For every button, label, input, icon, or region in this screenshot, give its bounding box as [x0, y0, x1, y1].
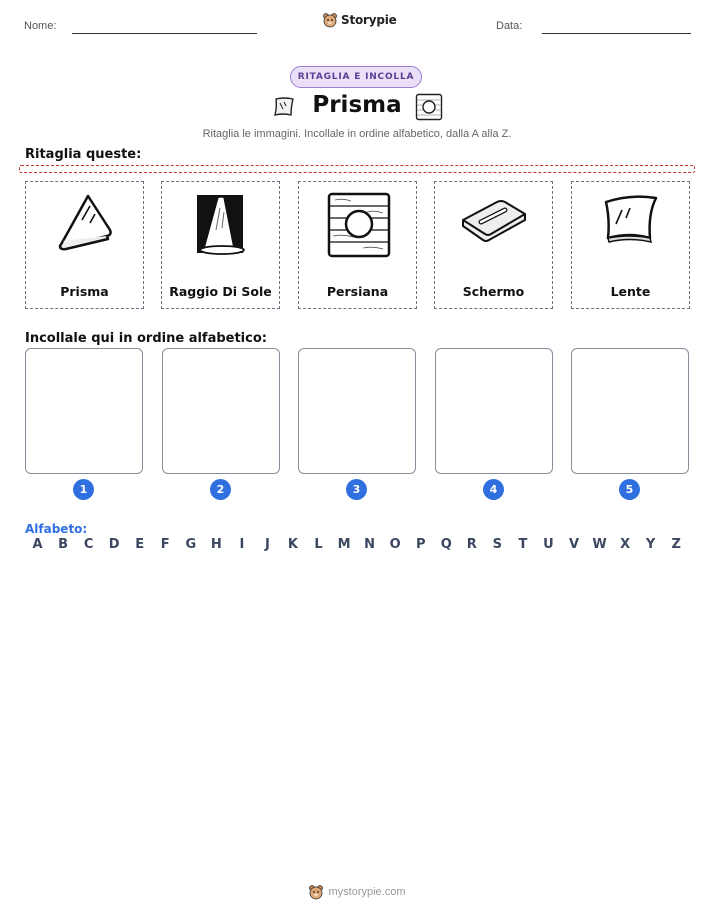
alphabet-letter: L — [314, 537, 323, 552]
cut-card-schermo[interactable] — [434, 181, 553, 309]
lens-icon — [596, 190, 666, 260]
brand-logo — [322, 12, 397, 28]
card-label: Persiana — [326, 284, 389, 299]
sunbeam-icon — [186, 190, 256, 260]
prism-icon — [50, 190, 120, 260]
bear-icon — [308, 884, 324, 900]
alphabet-letter: O — [389, 537, 401, 552]
alphabet-letter: P — [415, 537, 426, 552]
alphabet-letter: I — [239, 537, 245, 552]
cut-dashed-line — [19, 165, 695, 173]
brand-name: Storypie — [341, 13, 397, 27]
alphabet-letter: Y — [645, 537, 656, 552]
paste-slot-1[interactable] — [25, 348, 143, 474]
cut-card-raggio-di-sole[interactable] — [161, 181, 280, 309]
alphabet-letter: M — [337, 537, 351, 552]
alphabet-letter: K — [287, 537, 298, 552]
card-label: Schermo — [462, 284, 525, 299]
bear-icon — [322, 12, 338, 28]
card-label: Prisma — [60, 284, 109, 299]
card-label: Lente — [610, 284, 651, 299]
shutter-icon — [415, 93, 443, 121]
alphabet-letter: X — [620, 537, 631, 552]
alphabet-letter: D — [108, 537, 120, 552]
alphabet-letter: G — [185, 537, 197, 552]
paste-slot-3[interactable] — [298, 348, 416, 474]
paste-slot-4[interactable] — [435, 348, 553, 474]
alphabet-letter: Z — [671, 537, 681, 552]
shutter-icon — [323, 190, 393, 260]
alphabet-label: Alfabeto: — [25, 522, 88, 536]
alphabet-letter: S — [492, 537, 503, 552]
alphabet-letter: T — [518, 537, 528, 552]
alphabet-letter: B — [58, 537, 68, 552]
instructions: Ritaglia le immagini. Incollale in ordine alfabetico, dalla A alla Z. — [202, 128, 512, 140]
footer-url[interactable]: mystorypie.com — [328, 886, 406, 898]
alphabet-letter: W — [592, 537, 607, 552]
date-label: Data: — [496, 20, 523, 32]
alphabet-letter: J — [265, 537, 270, 552]
alphabet-letter: R — [466, 537, 477, 552]
name-label: Nome: — [24, 20, 57, 32]
alphabet-letter: F — [160, 537, 170, 552]
date-line[interactable] — [542, 33, 691, 34]
alphabet-row — [25, 537, 689, 552]
alphabet-letter: V — [568, 537, 580, 552]
alphabet-letter: H — [210, 537, 222, 552]
slot-number-2: 2 — [210, 479, 231, 500]
name-line[interactable] — [72, 33, 257, 34]
card-label: Raggio Di Sole — [169, 284, 272, 299]
footer — [0, 884, 714, 900]
paste-slot-5[interactable] — [571, 348, 689, 474]
alphabet-letter: C — [83, 537, 94, 552]
cut-card-lente[interactable] — [571, 181, 690, 309]
cut-heading: Ritaglia queste: — [25, 147, 142, 162]
alphabet-letter: Q — [440, 537, 452, 552]
slot-number-3: 3 — [346, 479, 367, 500]
alphabet-letter: E — [135, 537, 145, 552]
cut-card-prisma[interactable] — [25, 181, 144, 309]
paste-slot-2[interactable] — [162, 348, 280, 474]
cut-card-persiana[interactable] — [298, 181, 417, 309]
activity-badge: RITAGLIA E INCOLLA — [290, 66, 422, 88]
alphabet-letter: A — [32, 537, 43, 552]
slot-number-5: 5 — [619, 479, 640, 500]
slot-number-4: 4 — [483, 479, 504, 500]
screen-icon — [459, 190, 529, 260]
page-title: Prisma — [312, 92, 402, 118]
alphabet-letter: N — [364, 537, 376, 552]
alphabet-letter: U — [543, 537, 554, 552]
paste-heading: Incollale qui in ordine alfabetico: — [25, 331, 267, 346]
slot-number-1: 1 — [73, 479, 94, 500]
